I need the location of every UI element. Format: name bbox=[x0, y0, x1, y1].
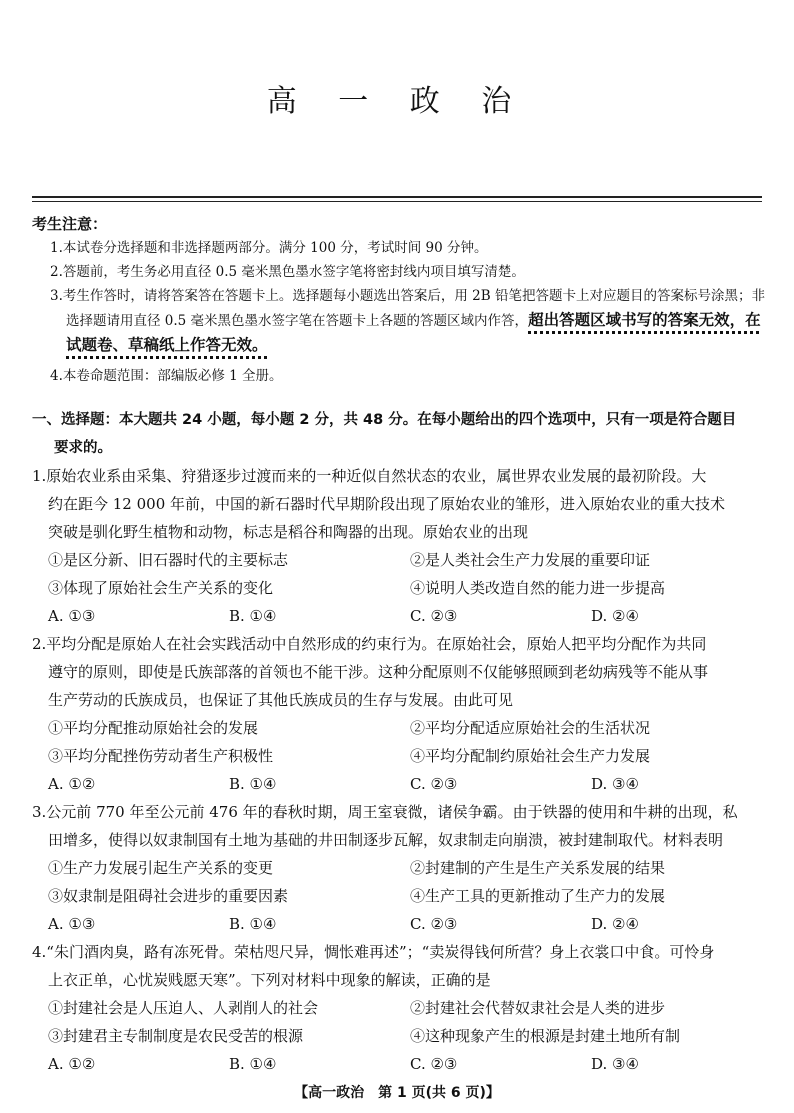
question-4-line-2: 上衣正单，心忧炭贱愿天寒”。下列对材料中现象的解读，正确的是 bbox=[48, 971, 491, 989]
statement: ②封建制的产生是生产关系发展的结果 bbox=[410, 859, 666, 877]
header-rule-thin bbox=[32, 201, 762, 202]
notice-item-4: 4.本卷命题范围：部编版必修 1 全册。 bbox=[50, 368, 283, 384]
notice-item-3-text: 3.考生作答时，请将答案答在答题卡上。选择题每小题选出答案后，用 2B 铅笔把答题卡上对应题目的答案标号涂黑；非选择题请用直径 0.5 毫米黑色墨水签字笔在答题卡上各题的答题区域内作答， bbox=[50, 288, 765, 329]
statement: ③平均分配挫伤劳动者生产积极性 bbox=[48, 747, 274, 765]
notice-item-1: 1.本试卷分选择题和非选择题两部分。满分 100 分，考试时间 90 分钟。 bbox=[50, 240, 488, 256]
choice-c: C. ②③ bbox=[410, 1055, 458, 1073]
question-1-choices bbox=[32, 602, 772, 630]
statement: ②是人类社会生产力发展的重要印证 bbox=[410, 551, 651, 569]
question-3 bbox=[32, 798, 772, 938]
choice-a: A. ①② bbox=[48, 1055, 96, 1073]
notice-heading: 考生注意： bbox=[32, 215, 108, 233]
choice-d: D. ②④ bbox=[591, 607, 639, 625]
choice-a: A. ①③ bbox=[48, 607, 96, 625]
statement: ④生产工具的更新推动了生产力的发展 bbox=[410, 887, 666, 905]
question-1-line-3: 突破是驯化野生植物和动物，标志是稻谷和陶器的出现。原始农业的出现 bbox=[48, 523, 529, 541]
choice-b: B. ①④ bbox=[229, 1055, 277, 1073]
notice-item-2: 2.答题前，考生务必用直径 0.5 毫米黑色墨水签字笔将密封线内项目填写清楚。 bbox=[50, 264, 525, 280]
question-3-line-2: 田增多，使得以奴隶制国有土地为基础的井田制逐步瓦解，奴隶制走向崩溃，被封建制取代。材料表明 bbox=[48, 831, 724, 849]
choice-d: D. ③④ bbox=[591, 1055, 639, 1073]
statement: ③封建君主专制制度是农民受苦的根源 bbox=[48, 1027, 304, 1045]
statement: ③体现了原始社会生产关系的变化 bbox=[48, 579, 274, 597]
question-2-choices bbox=[32, 770, 772, 798]
statement: ②平均分配适应原始社会的生活状况 bbox=[410, 719, 651, 737]
candidate-notice bbox=[32, 212, 772, 388]
choice-d: D. ②④ bbox=[591, 915, 639, 933]
choice-b: B. ①④ bbox=[229, 607, 277, 625]
question-4-line-1: 4.“朱门酒肉臭，路有冻死骨。荣枯咫尺异，惆怅难再述”；“卖炭得钱何所营？身上衣裳口中食。可怜身 bbox=[32, 943, 715, 961]
question-4-statements-row-1 bbox=[32, 994, 772, 1022]
page-footer: 【高一政治 第 1 页(共 6 页)】 bbox=[294, 1085, 500, 1101]
question-1-line-1: 1.原始农业系由采集、狩猎逐步过渡而来的一种近似自然状态的农业，属世界农业发展的最初阶段。大 bbox=[32, 467, 707, 485]
question-4-choices bbox=[32, 1050, 772, 1078]
statement: ④说明人类改造自然的能力进一步提高 bbox=[410, 579, 666, 597]
statement: ④平均分配制约原始社会生产力发展 bbox=[410, 747, 651, 765]
statement: ①平均分配推动原始社会的发展 bbox=[48, 719, 259, 737]
question-1-line-2: 约在距今 12 000 年前，中国的新石器时代早期阶段出现了原始农业的雏形，进入原始农业的重大技术 bbox=[48, 495, 726, 513]
choice-a: A. ①② bbox=[48, 775, 96, 793]
question-3-choices bbox=[32, 910, 772, 938]
question-3-statements-row-1 bbox=[32, 854, 772, 882]
notice-item-3-emphasis: 超出答题区域书写的答案无效，在试题卷、草稿纸上作答无效。 bbox=[66, 311, 761, 354]
choice-c: C. ②③ bbox=[410, 775, 458, 793]
choice-b: B. ①④ bbox=[229, 915, 277, 933]
choice-c: C. ②③ bbox=[410, 915, 458, 933]
choice-b: B. ①④ bbox=[229, 775, 277, 793]
question-1 bbox=[32, 462, 772, 630]
statement: ①生产力发展引起生产关系的变更 bbox=[48, 859, 274, 877]
question-3-line-1: 3.公元前 770 年至公元前 476 年的春秋时期，周王室衰微，诸侯争霸。由于铁器的使用和牛耕的出现，私 bbox=[32, 803, 738, 821]
question-2-line-1: 2.平均分配是原始人在社会实践活动中自然形成的约束行为。在原始社会，原始人把平均分配作为共同 bbox=[32, 635, 707, 653]
question-1-statements-row-1 bbox=[32, 546, 772, 574]
section-heading-line-2: 要求的。 bbox=[54, 440, 112, 456]
statement: ①是区分新、旧石器时代的主要标志 bbox=[48, 551, 289, 569]
statement: ④这种现象产生的根源是封建土地所有制 bbox=[410, 1027, 681, 1045]
statement: ②封建社会代替奴隶社会是人类的进步 bbox=[410, 999, 666, 1017]
question-2-statements-row-2 bbox=[32, 742, 772, 770]
notice-item-3 bbox=[32, 284, 772, 358]
page-title: 高 一 政 治 bbox=[266, 84, 528, 119]
statement: ①封建社会是人压迫人、人剥削人的社会 bbox=[48, 999, 319, 1017]
choice-a: A. ①③ bbox=[48, 915, 96, 933]
section-heading bbox=[32, 406, 772, 462]
section-heading-line-1: 一、选择题：本大题共 24 小题，每小题 2 分，共 48 分。在每小题给出的四个选项中，只有一项是符合题目 bbox=[32, 412, 737, 428]
header-rule-thick bbox=[32, 196, 762, 198]
question-4-statements-row-2 bbox=[32, 1022, 772, 1050]
question-3-statements-row-2 bbox=[32, 882, 772, 910]
question-2-line-2: 遵守的原则，即使是氏族部落的首领也不能干涉。这种分配原则不仅能够照顾到老幼病残等不能从事 bbox=[48, 663, 709, 681]
question-2 bbox=[32, 630, 772, 798]
question-1-statements-row-2 bbox=[32, 574, 772, 602]
choice-d: D. ③④ bbox=[591, 775, 639, 793]
question-2-line-3: 生产劳动的氏族成员，也保证了其他氏族成员的生存与发展。由此可见 bbox=[48, 691, 514, 709]
question-2-statements-row-1 bbox=[32, 714, 772, 742]
choice-c: C. ②③ bbox=[410, 607, 458, 625]
question-4 bbox=[32, 938, 772, 1078]
statement: ③奴隶制是阻碍社会进步的重要因素 bbox=[48, 887, 289, 905]
